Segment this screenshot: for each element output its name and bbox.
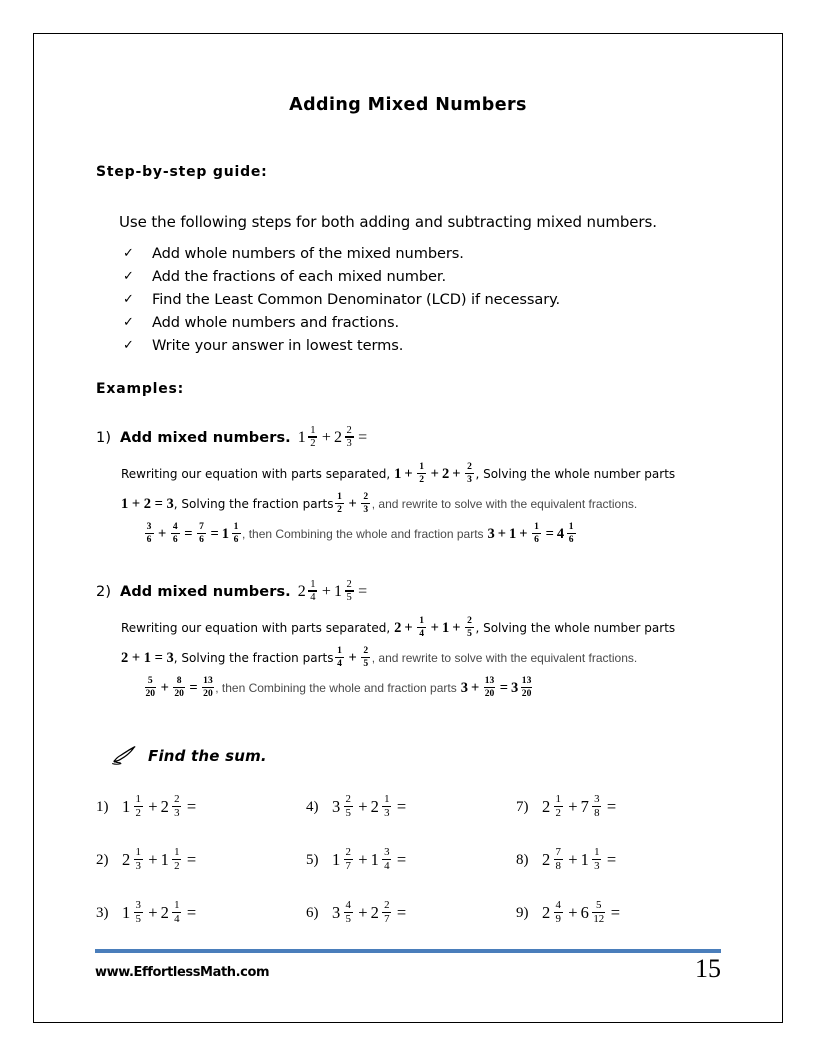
example-2-line-3: $\frac{5}{20}$ + $\frac{8}{20}$ = $\frac{13}{20}$ , then Combining the whole and fraction parts 3 + $\frac{13}{20}$ = 3 $\frac{13}{20}$ (143, 673, 756, 703)
practice-problem-4[interactable] (306, 793, 516, 821)
practice-problem-6[interactable] (306, 899, 516, 927)
problem-expression: 1 $\frac{2}{7}$ + 1 $\frac{3}{4}$ = (332, 845, 407, 872)
fraction: $\frac{13}{20}$ (521, 675, 532, 699)
list-item-label: Add whole numbers of the mixed numbers. (152, 245, 464, 262)
fraction: $\frac{2}{5}$ (345, 792, 351, 819)
problem-expression: 2 $\frac{1}{3}$ + 1 $\frac{1}{2}$ = (122, 845, 197, 872)
practice-problem-2[interactable] (96, 846, 306, 874)
example-2-line3-math: $\frac{5}{20}$ + $\frac{8}{20}$ = $\frac{13}{20}$ (145, 675, 213, 699)
problem-index: 2) (96, 851, 109, 868)
fraction: $\frac{4}{6}$ (171, 522, 180, 545)
example-1-line-1: Rewriting our equation with parts separated, 1 + $\frac{1}{2}$ + 2 + $\frac{2}{3}$ , Solving the whole number parts (121, 459, 756, 489)
fraction: $\frac{2}{7}$ (345, 845, 351, 872)
example-1-explanation (121, 459, 756, 549)
example-1-line-3: $\frac{3}{6}$ + $\frac{4}{6}$ = $\frac{7}{6}$ = 1 $\frac{1}{6}$ , then Combining the whole and fraction parts 3 + 1 + $\frac{1}{6}$ = 4 $\frac{1}{6}$ (143, 519, 756, 549)
example-2-line-2: 2 + 1 = 3 , Solving the fraction parts $\frac{1}{4}$ + $\frac{2}{5}$ , and rewrite to solve with the equivalent fractions. (121, 643, 756, 673)
example-2-whole-sum: 2 + 1 = 3 (121, 650, 174, 666)
operator: + (321, 582, 332, 600)
fraction: $\frac{8}{20}$ (174, 675, 184, 699)
example-1-expression (298, 425, 370, 450)
fraction: $\frac{1}{4}$ (310, 578, 316, 604)
example-1-index: 1) (96, 429, 112, 446)
example-2 (96, 579, 756, 703)
fraction: $\frac{1}{2}$ (335, 492, 344, 515)
footer-divider (95, 949, 721, 953)
list-item-label: Find the Least Common Denominator (LCD) if necessary. (152, 291, 561, 308)
problem-index: 8) (516, 851, 529, 868)
example-2-line-1: Rewriting our equation with parts separated, 2 + $\frac{1}{4}$ + 1 + $\frac{2}{5}$ , Solving the whole number parts (121, 613, 756, 643)
fraction: $\frac{2}{3}$ (346, 424, 352, 450)
example-2-index: 2) (96, 583, 112, 600)
example-2-explanation (121, 613, 756, 703)
list-item (119, 288, 719, 311)
mixed-whole: 1 (334, 582, 343, 600)
example-2-result-math: 3 + $\frac{13}{20}$ = 3 $\frac{13}{20}$ (460, 675, 532, 699)
example-1-line3-math: $\frac{3}{6}$ + $\frac{4}{6}$ = $\frac{7}{6}$ = 1 $\frac{1}{6}$ (143, 519, 242, 549)
footer-website: www.EffortlessMath.com (95, 965, 270, 980)
fraction: $\frac{4}{9}$ (555, 898, 561, 925)
fraction: $\frac{1}{6}$ (232, 522, 241, 545)
fraction: $\frac{5}{12}$ (593, 898, 605, 925)
example-2-expression (298, 579, 370, 604)
list-item (119, 311, 719, 334)
problem-expression: 1 $\frac{3}{5}$ + 2 $\frac{1}{4}$ = (122, 898, 197, 925)
example-1-headline (96, 425, 756, 450)
page-title: Adding Mixed Numbers (289, 95, 527, 115)
fraction: $\frac{13}{20}$ (203, 675, 213, 699)
practice-problem-7[interactable] (516, 793, 746, 821)
fraction: $\frac{2}{5}$ (465, 616, 474, 639)
fraction: $\frac{1}{2}$ (417, 462, 426, 485)
page-number: 15 (695, 954, 721, 983)
problem-expression: 1 $\frac{1}{2}$ + 2 $\frac{2}{3}$ = (122, 792, 197, 819)
fraction: $\frac{3}{8}$ (594, 792, 600, 819)
example-1-line-2: 1 + 2 = 3 , Solving the fraction parts $\frac{1}{2}$ + $\frac{2}{3}$ , and rewrite to solve with the equivalent fractions. (121, 489, 756, 519)
list-item-label: Add the fractions of each mixed number. (152, 268, 447, 285)
check-icon: ✓ (123, 292, 134, 307)
fraction: $\frac{2}{3}$ (174, 792, 180, 819)
problem-index: 6) (306, 904, 319, 921)
example-2-line1-math: 2 + $\frac{1}{4}$ + 1 + $\frac{2}{5}$ (394, 613, 475, 643)
example-1-line2-math: $\frac{1}{2}$ + $\frac{2}{3}$ (333, 489, 371, 519)
problem-expression: 3 $\frac{2}{5}$ + 2 $\frac{1}{3}$ = (332, 792, 407, 819)
equals-sign: = (358, 428, 368, 446)
example-1-prompt: Add mixed numbers. (120, 429, 291, 446)
example-2-prompt: Add mixed numbers. (120, 583, 291, 600)
problem-index: 5) (306, 851, 319, 868)
practice-heading-label: Find the sum. (148, 747, 267, 765)
fraction: $\frac{1}{2}$ (555, 792, 561, 819)
practice-problem-5[interactable] (306, 846, 516, 874)
examples-heading: Examples: (96, 381, 185, 397)
fraction: $\frac{1}{4}$ (335, 646, 344, 669)
step-by-step-guide-heading: Step-by-step guide: (96, 164, 268, 180)
mixed-whole: 1 (297, 428, 306, 446)
mixed-whole: 2 (297, 582, 306, 600)
fraction: $\frac{1}{2}$ (135, 792, 141, 819)
fraction: $\frac{1}{3}$ (135, 845, 141, 872)
equals-sign: = (358, 582, 368, 600)
example-2-headline (96, 579, 756, 604)
example-1 (96, 425, 756, 549)
fraction: $\frac{4}{5}$ (345, 898, 351, 925)
fraction: $\frac{5}{20}$ (145, 675, 156, 699)
problem-expression: 3 $\frac{4}{5}$ + 2 $\frac{2}{7}$ = (332, 898, 407, 925)
page-content (33, 33, 783, 1023)
list-item (119, 242, 719, 265)
practice-problem-1[interactable] (96, 793, 306, 821)
check-icon: ✓ (123, 246, 134, 261)
fraction: $\frac{7}{8}$ (555, 845, 561, 872)
fraction: $\frac{2}{3}$ (361, 492, 370, 515)
fraction: $\frac{13}{20}$ (484, 675, 495, 699)
practice-problem-3[interactable] (96, 899, 306, 927)
fraction: $\frac{2}{3}$ (465, 462, 474, 485)
practice-section-heading (111, 746, 267, 766)
problem-expression: 2 $\frac{4}{9}$ + 6 $\frac{5}{12}$ = (542, 898, 620, 925)
mixed-whole: 2 (334, 428, 343, 446)
fraction: $\frac{1}{4}$ (174, 898, 180, 925)
list-item (119, 265, 719, 288)
problem-expression: 2 $\frac{1}{2}$ + 7 $\frac{3}{8}$ = (542, 792, 617, 819)
fraction: $\frac{1}{6}$ (567, 522, 576, 545)
example-1-line1-math: 1 + $\frac{1}{2}$ + 2 + $\frac{2}{3}$ (394, 459, 475, 489)
list-item-label: Add whole numbers and fractions. (152, 314, 400, 331)
fraction: $\frac{1}{4}$ (417, 616, 426, 639)
fraction: $\frac{1}{6}$ (532, 522, 541, 545)
guide-step-list (119, 242, 719, 357)
example-1-result-math: 3 + 1 + $\frac{1}{6}$ = 4 $\frac{1}{6}$ (488, 519, 578, 549)
example-1-whole-sum: 1 + 2 = 3 (121, 496, 174, 512)
fraction: $\frac{1}{3}$ (384, 792, 390, 819)
fraction: $\frac{3}{4}$ (384, 845, 390, 872)
fraction: $\frac{1}{2}$ (174, 845, 180, 872)
list-item-label: Write your answer in lowest terms. (152, 337, 404, 354)
pen-writing-icon (111, 746, 137, 766)
check-icon: ✓ (123, 269, 134, 284)
problem-index: 3) (96, 904, 109, 921)
problem-expression: 2 $\frac{7}{8}$ + 1 $\frac{1}{3}$ = (542, 845, 617, 872)
fraction: $\frac{1}{2}$ (310, 424, 316, 450)
problem-index: 9) (516, 904, 529, 921)
guide-intro-text: Use the following steps for both adding and subtracting mixed numbers. (119, 213, 657, 231)
problem-index: 1) (96, 798, 109, 815)
check-icon: ✓ (123, 315, 134, 330)
fraction: $\frac{7}{6}$ (197, 522, 206, 545)
practice-problem-8[interactable] (516, 846, 746, 874)
practice-problem-9[interactable] (516, 899, 746, 927)
problem-index: 7) (516, 798, 529, 815)
problem-index: 4) (306, 798, 319, 815)
fraction: $\frac{2}{7}$ (384, 898, 390, 925)
fraction: $\frac{2}{5}$ (361, 646, 370, 669)
example-2-line2-math: $\frac{1}{4}$ + $\frac{2}{5}$ (333, 643, 371, 673)
fraction: $\frac{3}{5}$ (135, 898, 141, 925)
operator: + (321, 428, 332, 446)
practice-problem-grid (96, 793, 776, 927)
fraction: $\frac{2}{5}$ (346, 578, 352, 604)
check-icon: ✓ (123, 338, 134, 353)
fraction: $\frac{1}{3}$ (594, 845, 600, 872)
fraction: $\frac{3}{6}$ (145, 522, 154, 545)
list-item (119, 334, 719, 357)
